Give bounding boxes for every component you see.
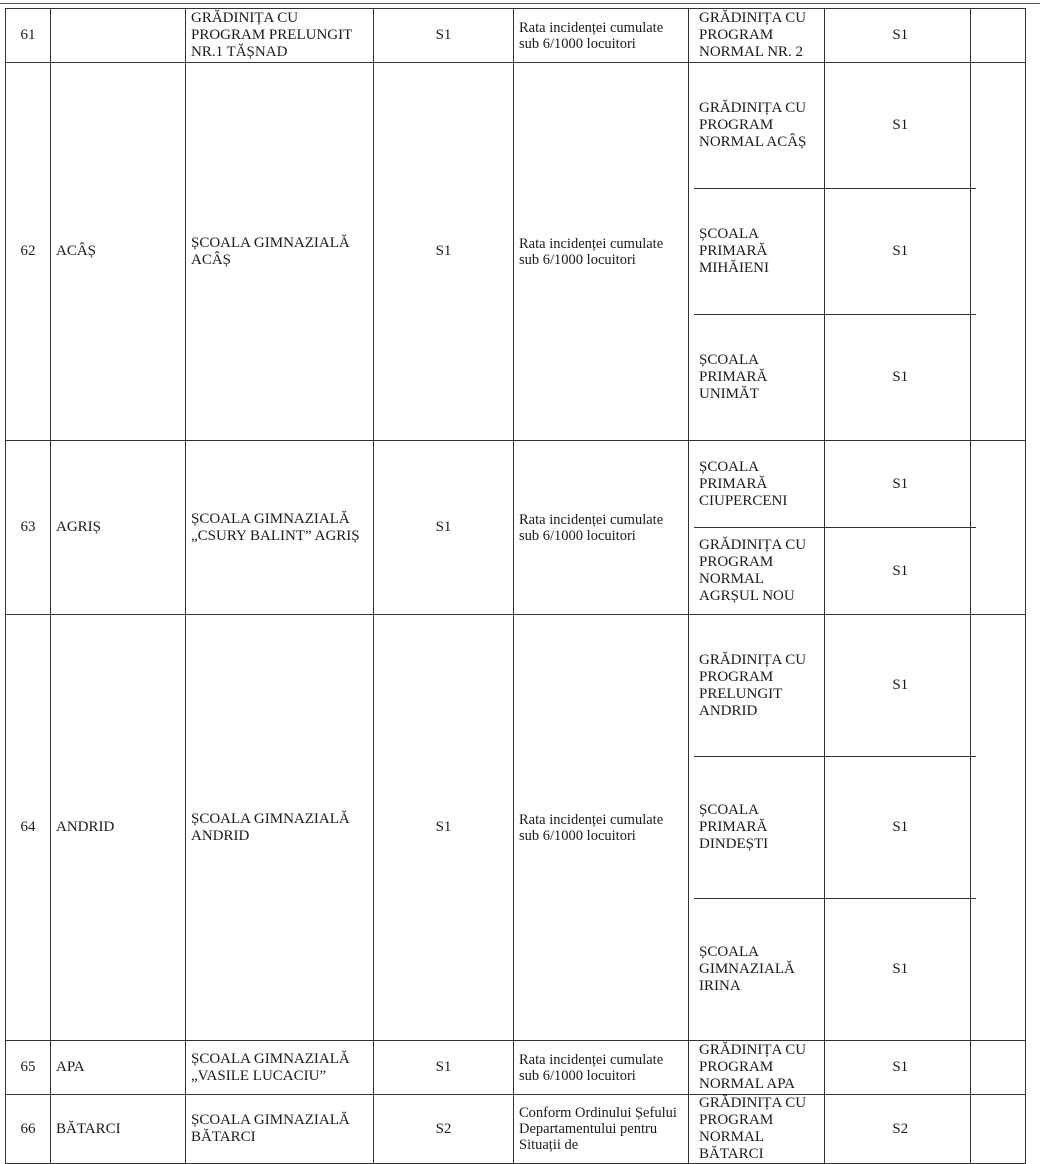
empty-cell: [971, 441, 1026, 615]
empty-cell: [971, 1041, 1026, 1095]
school-unit-cell: ȘCOALA GIMNAZIALĂ BĂTARCI: [186, 1095, 374, 1164]
incidence-rate-cell: Rata incidenței cumulate sub 6/1000 locuitori: [514, 9, 689, 63]
substructures-cell: [689, 63, 971, 441]
school-unit-cell: GRĂDINIȚA CU PROGRAM PRELUNGIT NR.1 TĂȘNAD: [186, 9, 374, 63]
substructure-scenario: S1: [824, 189, 976, 315]
substructure-row: [694, 9, 976, 62]
substructure-scenario: S1: [892, 1059, 909, 1075]
school-scenario-cell: S2: [374, 1095, 514, 1164]
substructure-unit: GRĂDINIȚA CU PROGRAM NORMAL AGRȘUL NOU: [694, 528, 824, 615]
incidence-rate-cell: Rata incidenței cumulate sub 6/1000 locuitori: [514, 615, 689, 1041]
table-row: [6, 615, 1026, 1041]
school-scenario-cell: S1: [374, 63, 514, 441]
substructure-unit: ȘCOALA PRIMARĂ DINDEȘTI: [694, 757, 824, 899]
substructure-row: [694, 63, 976, 189]
empty-cell: [971, 63, 1026, 441]
substructure-unit: GRĂDINIȚA CU PROGRAM PRELUNGIT ANDRID: [694, 615, 824, 757]
row-number: 64: [6, 615, 51, 1041]
substructure-scenario: S1: [892, 369, 909, 385]
row-number: 65: [6, 1041, 51, 1095]
substructure-unit: GRĂDINIȚA CU PROGRAM NORMAL BĂTARCI: [694, 1095, 824, 1163]
locality-cell: APA: [51, 1041, 186, 1095]
school-scenario-cell: S1: [374, 441, 514, 615]
incidence-rate-cell: Rata incidenței cumulate sub 6/1000 locuitori: [514, 441, 689, 615]
schools-scenario-table: [5, 8, 1026, 1164]
substructure-scenario: S1: [892, 961, 909, 977]
locality-cell: ANDRID: [51, 615, 186, 1041]
row-number: 61: [6, 9, 51, 63]
school-unit-cell: ȘCOALA GIMNAZIALĂ ACÂȘ: [186, 63, 374, 441]
substructure-scenario: S1: [892, 27, 909, 43]
substructure-scenario: S1: [824, 441, 976, 528]
incidence-rate-cell: Conform Ordinului Șefului Departamentului pentru Situații de: [514, 1095, 689, 1164]
substructure-row: [694, 528, 976, 615]
table-row: [6, 1095, 1026, 1164]
empty-cell: [971, 9, 1026, 63]
substructure-scenario: S1: [824, 63, 976, 189]
substructures-cell: [689, 1095, 971, 1164]
table-row: [6, 63, 1026, 441]
substructure-row: [694, 1095, 976, 1163]
substructure-unit: ȘCOALA PRIMARĂ MIHĂIENI: [694, 189, 824, 315]
table-row: [6, 1041, 1026, 1095]
substructure-scenario: S1: [824, 615, 976, 757]
substructure-unit: ȘCOALA GIMNAZIALĂ IRINA: [694, 899, 824, 1041]
row-number: 63: [6, 441, 51, 615]
substructures-cell: [689, 9, 971, 63]
school-unit-cell: ȘCOALA GIMNAZIALĂ „CSURY BALINT” AGRIȘ: [186, 441, 374, 615]
substructures-cell: [689, 615, 971, 1041]
table-row: [6, 9, 1026, 63]
substructure-scenario: S1: [824, 757, 976, 899]
locality-cell: ACÂȘ: [51, 63, 186, 441]
substructure-unit: GRĂDINIȚA CU PROGRAM NORMAL ACÂȘ: [694, 63, 824, 189]
incidence-rate-cell: Rata incidenței cumulate sub 6/1000 locuitori: [514, 63, 689, 441]
locality-cell: [51, 9, 186, 63]
school-scenario-cell: S1: [374, 1041, 514, 1095]
locality-cell: AGRIȘ: [51, 441, 186, 615]
locality-cell: BĂTARCI: [51, 1095, 186, 1164]
substructure-unit: GRĂDINIȚA CU PROGRAM NORMAL NR. 2: [694, 9, 824, 62]
incidence-rate-cell: Rata incidenței cumulate sub 6/1000 locuitori: [514, 1041, 689, 1095]
substructure-row: [694, 315, 976, 441]
substructure-row: [694, 1041, 976, 1094]
empty-cell: [971, 1095, 1026, 1164]
substructure-scenario: S1: [892, 562, 909, 579]
substructure-row: [694, 189, 976, 315]
substructures-cell: [689, 1041, 971, 1095]
substructure-unit: GRĂDINIȚA CU PROGRAM NORMAL APA: [694, 1041, 824, 1094]
school-scenario-cell: S1: [374, 615, 514, 1041]
page-top-rule: [0, 3, 1040, 4]
school-unit-cell: ȘCOALA GIMNAZIALĂ „VASILE LUCACIU”: [186, 1041, 374, 1095]
substructure-row: [694, 757, 976, 899]
substructure-scenario: S2: [892, 1120, 909, 1137]
school-scenario-cell: S1: [374, 9, 514, 63]
substructure-row: [694, 899, 976, 1041]
substructure-row: [694, 441, 976, 528]
empty-cell: [971, 615, 1026, 1041]
school-unit-cell: ȘCOALA GIMNAZIALĂ ANDRID: [186, 615, 374, 1041]
row-number: 66: [6, 1095, 51, 1164]
row-number: 62: [6, 63, 51, 441]
substructure-unit: ȘCOALA PRIMARĂ CIUPERCENI: [694, 441, 824, 528]
substructures-cell: [689, 441, 971, 615]
table-row: [6, 441, 1026, 615]
substructure-unit: ȘCOALA PRIMARĂ UNIMĂT: [694, 315, 824, 441]
substructure-row: [694, 615, 976, 757]
